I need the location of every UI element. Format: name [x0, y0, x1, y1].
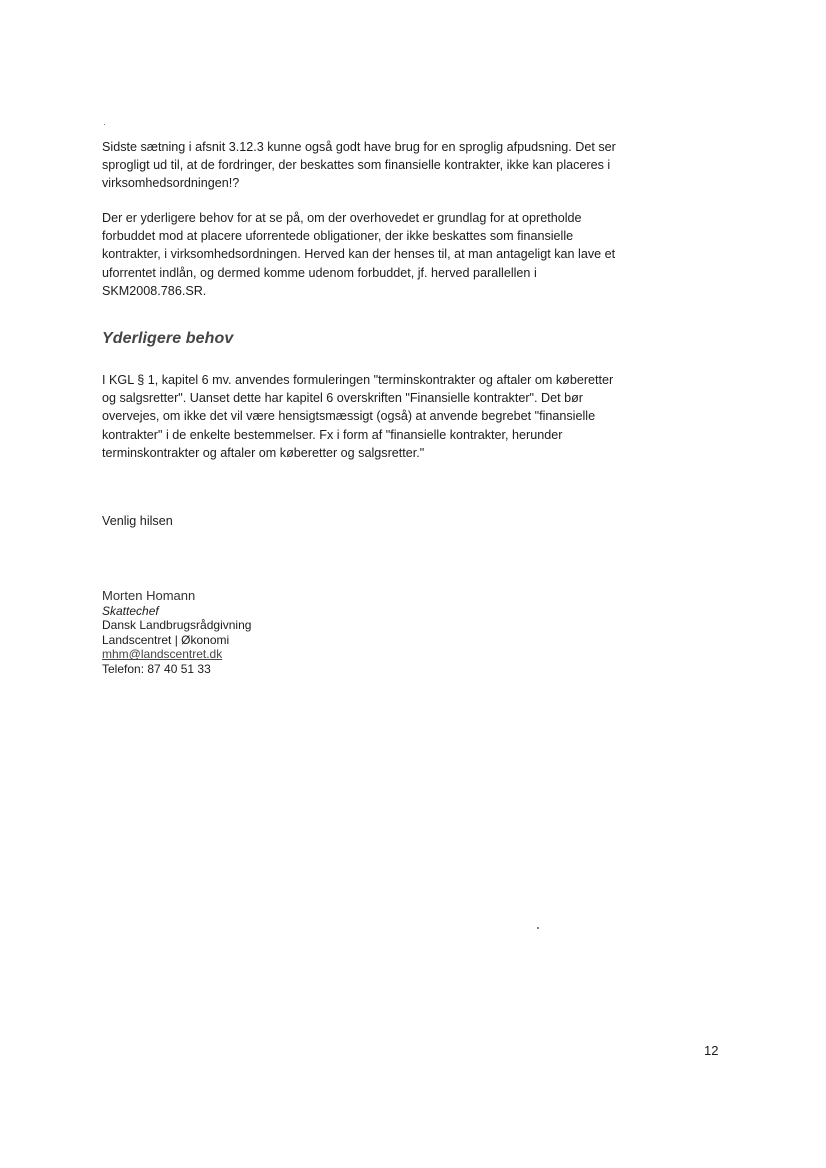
text-line: kontrakter" i de enkelte bestemmelser. Fx i form af "finansielle kontrakter, herunder: [102, 427, 563, 442]
text-line: og salgsretter". Uanset dette har kapitel 6 overskriften "Finansielle kontrakter". Det bør: [102, 391, 583, 406]
signatory-title: Skattechef: [102, 603, 159, 618]
text-line: virksomhedsordningen!?: [102, 176, 240, 191]
signature-block: [102, 589, 251, 677]
signatory-name: Morten Homann: [102, 588, 196, 603]
text-line: SKM2008.786.SR.: [102, 283, 207, 298]
paragraph-kgl-terminology: [102, 371, 712, 462]
signatory-department: Landscentret | Økonomi: [102, 632, 230, 647]
text-line: sprogligt ud til, at de fordringer, der beskattes som finansielle kontrakter, ikke kan placeres i: [102, 158, 611, 173]
text-line: Der er yderligere behov for at se på, om der overhovedet er grundlag for at opretholde: [102, 211, 582, 225]
text-line: terminskontrakter og aftaler om køberetter og salgsretter.": [102, 445, 425, 460]
text-line: overvejes, om ikke det vil være hensigtsmæssigt (også) at anvende begrebet "finansielle: [102, 409, 596, 424]
paragraph-sentence-review: [102, 138, 712, 193]
section-heading: Yderligere behov: [102, 330, 234, 347]
signatory-email-link[interactable]: mhm@landscentret.dk: [102, 647, 223, 662]
scan-speck: [104, 124, 105, 125]
page-number: 12: [704, 1043, 719, 1058]
text-line: kontrakter, i virksomhedsordningen. Herved kan der henses til, at man antageligt kan lave et: [102, 247, 616, 262]
paragraph-further-need: [102, 209, 712, 300]
text-line: uforrentet indlån, og dermed komme udenom forbuddet, jf. herved parallellen i: [102, 265, 537, 280]
scan-speck: [537, 927, 539, 929]
text-line: Sidste sætning i afsnit 3.12.3 kunne også godt have brug for en sproglig afpudsning. Det ser: [102, 140, 616, 154]
closing-greeting: Venlig hilsen: [102, 514, 173, 528]
text-line: I KGL § 1, kapitel 6 mv. anvendes formuleringen "terminskontrakter og aftaler om køberetter: [102, 373, 614, 387]
signatory-organization: Dansk Landbrugsrådgivning: [102, 618, 252, 633]
text-line: forbuddet mod at placere uforrentede obligationer, der ikke beskattes som finansielle: [102, 229, 574, 244]
signatory-phone: Telefon: 87 40 51 33: [102, 661, 211, 676]
